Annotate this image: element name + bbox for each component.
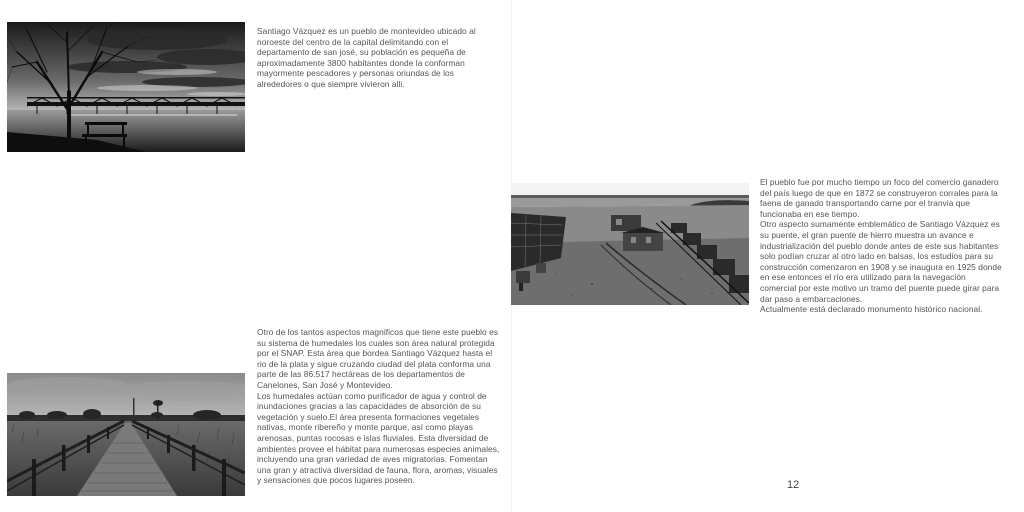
intro-text: Santiago Vázquez es un pueblo de montevideo ubicado al noroeste del centro de la capital delimitando con el departamento de san josé, su población es pequeña de aproximadamente 3800 habitantes donde la conforman mayormente pescadores y personas oriundas de los alrededores o que siempre vivieron alli. bbox=[257, 26, 476, 89]
history-text-2: Otro aspecto sumamente emblemático de Santiago Vázquez es su puente, el gran puente de hierro muestra un avance e industrialización del pueblo donde antes de este sus habitantes solo podían cruzar al otro lado en balsas, los estudios para su construcción comenzaron en 1908 y se inaugura en 1925 donde en ese entonces el río era utilizado para la navegación comercial por este motivo un tramo del puente puede girar para dar paso a embarcaciones. bbox=[760, 219, 1002, 304]
history-text-3: Actualmente está declarado monumento histórico nacional. bbox=[760, 304, 983, 315]
historic-railway-photo bbox=[511, 183, 749, 305]
intro-paragraph bbox=[257, 26, 497, 90]
bridge-sunset-photo bbox=[7, 22, 245, 152]
history-text-1: El pueblo fue por mucho tiempo un foco del comercio ganadero del país luego de que en 1872 se construyeron corrales para la faena de ganado transportando carne por el tranvia que funcionaba en ese tiempo. bbox=[760, 177, 999, 219]
wetlands-text-2: Los humedales actúan como purificador de agua y control de inundaciones gracias a las capacidades de absorción de su vegetación y suelo.El área presenta formaciones vegetales nativas, monte ribereño y monte parque, así como playas arenosas, puntas rocosas e islas fluviales. Esta diversidad de ambientes provee el hábitat para numerosas especies animales, incluyendo una gran variedad de aves migratorias. Fomentan una gran y atractiva diversidad de fauna, flora, aromas, visuales y sensaciones que pocos lugares poseen. bbox=[257, 390, 500, 486]
page-number: 12 bbox=[787, 479, 800, 491]
wetlands-paragraph bbox=[257, 327, 500, 486]
boardwalk-wetlands-photo bbox=[7, 373, 245, 496]
history-paragraph bbox=[760, 177, 1004, 315]
wetlands-text-1: Otro de los tantos aspectos magnificos que tiene este pueblo es su sistema de humedales los cuales son área natural protegida por el SNAP. Esta área que bordea Santiago Vázquez hasta el rio de la plata y sigue cruzando ciudad del plata conforma una parte de las 86.517 hectáreas de los departamentos de Canelones, San José y Montevideo. bbox=[257, 327, 499, 390]
